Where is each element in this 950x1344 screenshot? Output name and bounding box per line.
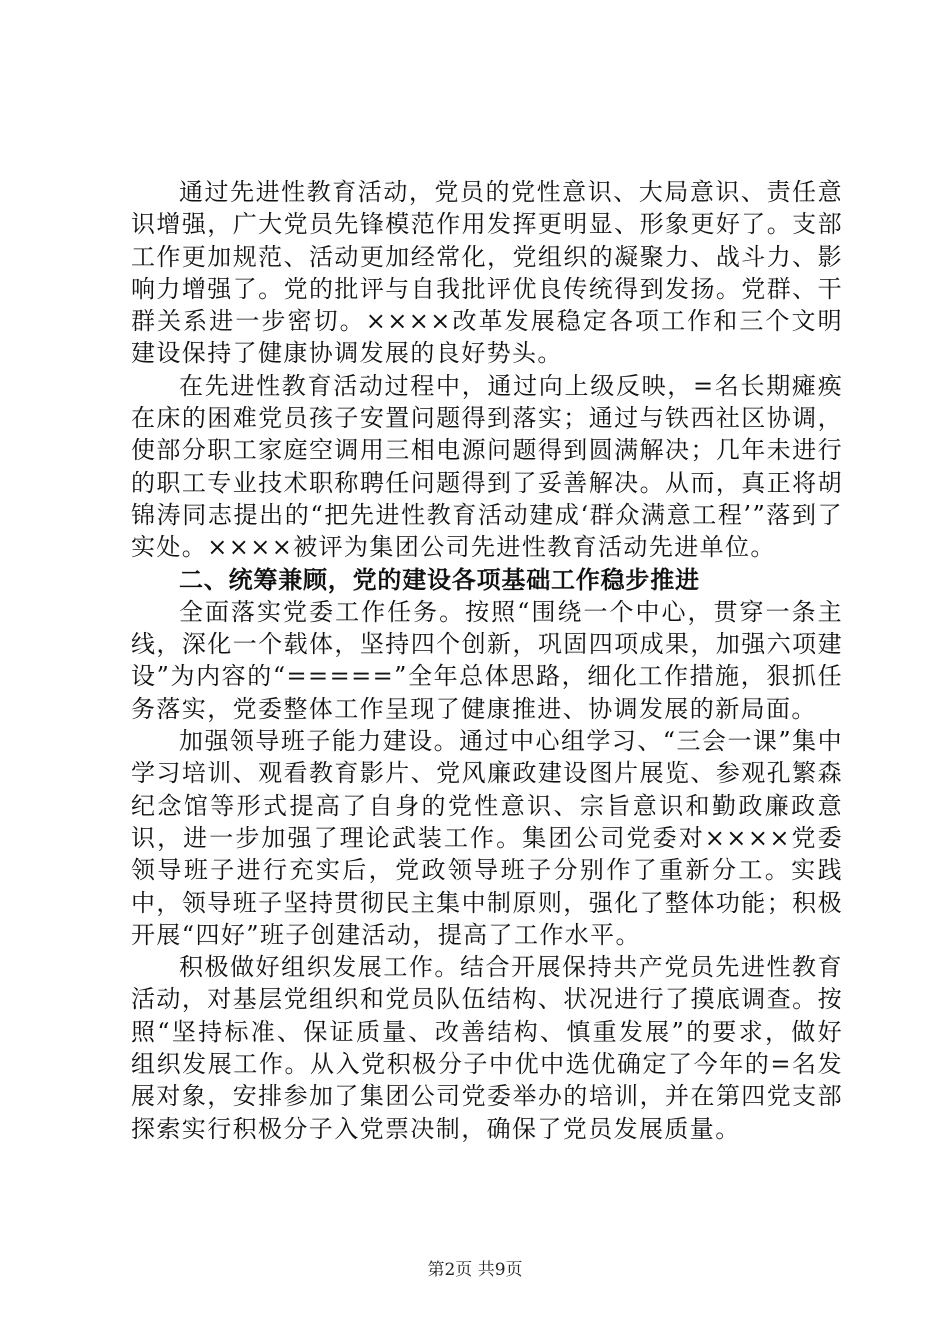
paragraph: 通过先进性教育活动，党员的党性意识、大局意识、责任意识增强，广大党员先锋模范作用发挥更明显、形象更好了。支部工作更加规范、活动更加经常化，党组织的凝聚力、战斗力、影响力增强了。党的批评与自我批评优良传统得到发扬。党群、干群关系进一步密切。××××改革发展稳定各项工作和三个文明建设保持了健康协调发展的良好势头。 xyxy=(131,178,843,368)
paragraph: 在先进性教育活动过程中，通过向上级反映，=名长期瘫痪在床的困难党员孩子安置问题得到落实；通过与铁西社区协调，使部分职工家庭空调用三相电源问题得到圆满解决；几年未进行的职工专业技术职称聘任问题得到了妥善解决。从而，真正将胡锦涛同志提出的“把先进性教育活动建成‘群众满意工程’”落到了实处。××××被评为集团公司先进性教育活动先进单位。 xyxy=(131,371,843,562)
section-heading: 二、统筹兼顾，党的建设各项基础工作稳步推进 xyxy=(179,565,700,594)
paragraph: 全面落实党委工作任务。按照“围绕一个中心，贯穿一条主线，深化一个载体，坚持四个创新，巩固四项成果，加强六项建设”为内容的“=====”全年总体思路，细化工作措施，狠抓任务落实，党委整体工作呈现了健康推进、协调发展的新局面。 xyxy=(131,597,843,723)
document-body xyxy=(131,176,843,1145)
page-number-footer: 第2页 共9页 xyxy=(427,1260,523,1280)
paragraph: 加强领导班子能力建设。通过中心组学习、“三会一课”集中学习培训、观看教育影片、党风廉政建设图片展览、参观孔繁森纪念馆等形式提高了自身的党性意识、宗旨意识和勤政廉政意识，进一步加强了理论武装工作。集团公司党委对××××党委领导班子进行充实后，党政领导班子分别作了重新分工。实践中，领导班子坚持贯彻民主集中制原则，强化了整体功能；积极开展“四好”班子创建活动，提高了工作水平。 xyxy=(131,727,843,949)
paragraph: 积极做好组织发展工作。结合开展保持共产党员先进性教育活动，对基层党组织和党员队伍结构、状况进行了摸底调查。按照“坚持标准、保证质量、改善结构、慎重发展”的要求，做好组织发展工作。从入党积极分子中优中选优确定了今年的=名发展对象，安排参加了集团公司党委举办的培训，并在第四党支部探索实行积极分子入党票决制，确保了党员发展质量。 xyxy=(131,953,843,1143)
